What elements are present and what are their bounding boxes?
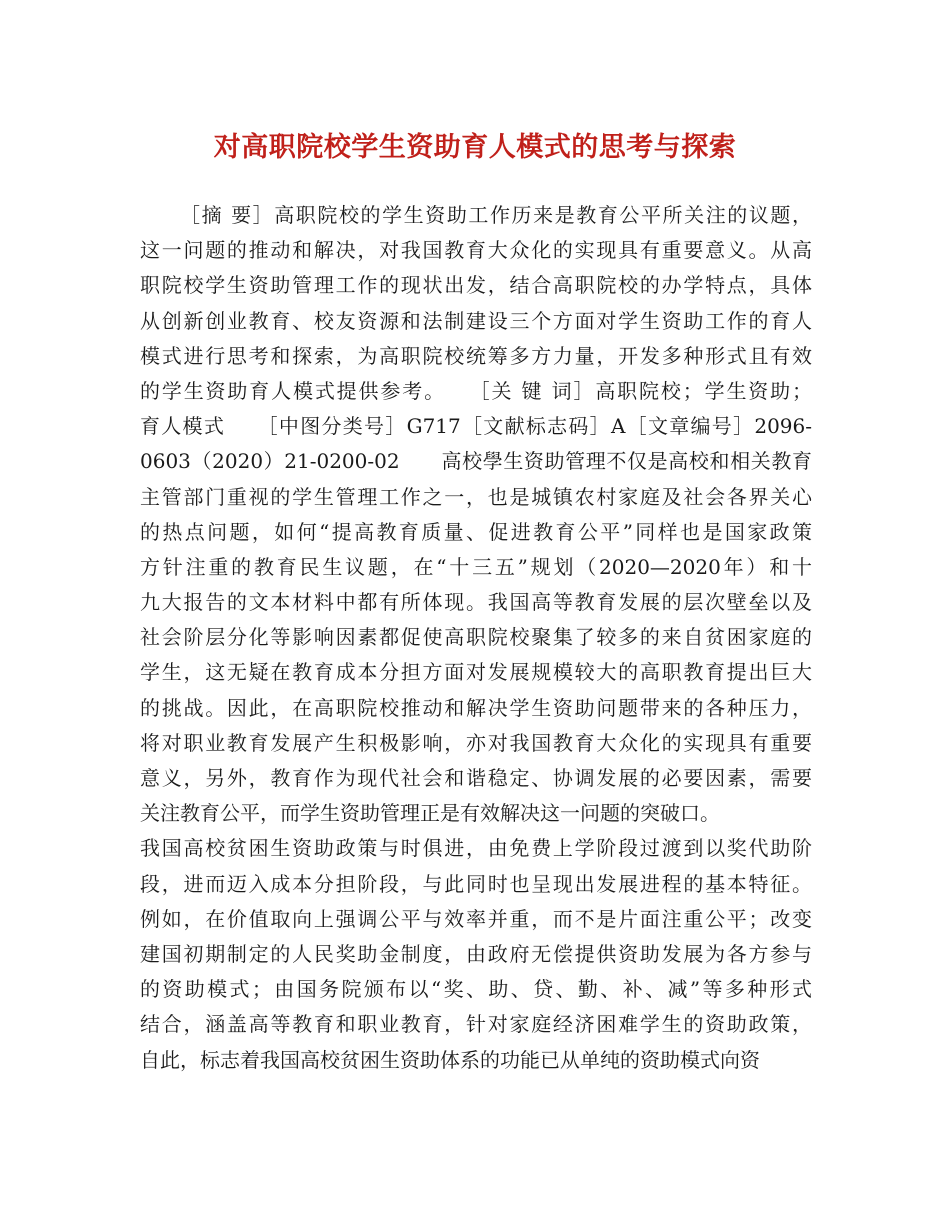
body-line: 社会阶层分化等影响因素都促使高职院校聚集了较多的来自贫困家庭的 bbox=[140, 625, 812, 650]
body-line: 育人模式 ［中图分类号］G717［文献标志码］A［文章编号］2096- bbox=[140, 414, 812, 439]
body-line: 结合，涵盖高等教育和职业教育，针对家庭经济困难学生的资助政策， bbox=[140, 1012, 812, 1037]
body-line: 学生，这无疑在教育成本分担方面对发展规模较大的高职教育提出巨大 bbox=[140, 660, 812, 685]
body-line: 例如，在价值取向上强调公平与效率并重，而不是片面注重公平；改变 bbox=[140, 906, 812, 931]
body-line: 九大报告的文本材料中都有所体现。我国高等教育发展的层次壁垒以及 bbox=[140, 590, 812, 615]
body-line: 建国初期制定的人民奖助金制度，由政府无偿提供资助发展为各方参与 bbox=[140, 941, 812, 966]
body-line: 模式进行思考和探索，为高职院校统筹多方力量，开发多种形式且有效 bbox=[140, 343, 812, 368]
body-line: 关注教育公平，而学生资助管理正是有效解决这一问题的突破口。 bbox=[140, 801, 720, 826]
body-line: 的学生资助育人模式提供参考。 ［关 键 词］高职院校；学生资助； bbox=[140, 378, 812, 403]
body-line: 的热点问题，如何“提高教育质量、促进教育公平”同样也是国家政策 bbox=[140, 519, 812, 544]
body-line: 从创新创业教育、校友资源和法制建设三个方面对学生资助工作的育人 bbox=[140, 308, 812, 333]
body-line: ［摘 要］高职院校的学生资助工作历来是教育公平所关注的议题， bbox=[180, 203, 812, 227]
document-body bbox=[140, 198, 812, 1078]
body-line: 意义，另外，教育作为现代社会和谐稳定、协调发展的必要因素，需要 bbox=[140, 766, 812, 790]
body-line: 这一问题的推动和解决，对我国教育大众化的实现具有重要意义。从高 bbox=[140, 238, 812, 263]
body-line: 自此，标志着我国高校贫困生资助体系的功能已从单纯的资助模式向资 bbox=[140, 1047, 760, 1072]
document-title: 对高职院校学生资助育人模式的思考与探索 bbox=[213, 132, 737, 163]
body-line: 职院校学生资助管理工作的现状出发，结合高职院校的办学特点，具体 bbox=[140, 273, 812, 298]
body-line: 我国高校贫困生资助政策与时俱进，由免费上学阶段过渡到以奖代助阶 bbox=[140, 836, 812, 861]
body-line: 段，进而迈入成本分担阶段，与此同时也呈现出发展进程的基本特征。 bbox=[140, 871, 812, 896]
body-line: 0603（2020）21-0200-02 高校學生资助管理不仅是高校和相关教育 bbox=[140, 449, 812, 474]
body-line: 的资助模式；由国务院颁布以“奖、助、贷、勤、补、减”等多种形式 bbox=[140, 977, 812, 1002]
body-line: 方针注重的教育民生议题，在“十三五”规划（2020—2020年）和十 bbox=[140, 554, 812, 579]
body-line: 将对职业教育发展产生积极影响，亦对我国教育大众化的实现具有重要 bbox=[140, 730, 812, 755]
body-line: 主管部门重视的学生管理工作之一，也是城镇农村家庭及社会各界关心 bbox=[140, 484, 812, 509]
body-line: 的挑战。因此，在高职院校推动和解决学生资助问题带来的各种压力， bbox=[140, 695, 812, 720]
